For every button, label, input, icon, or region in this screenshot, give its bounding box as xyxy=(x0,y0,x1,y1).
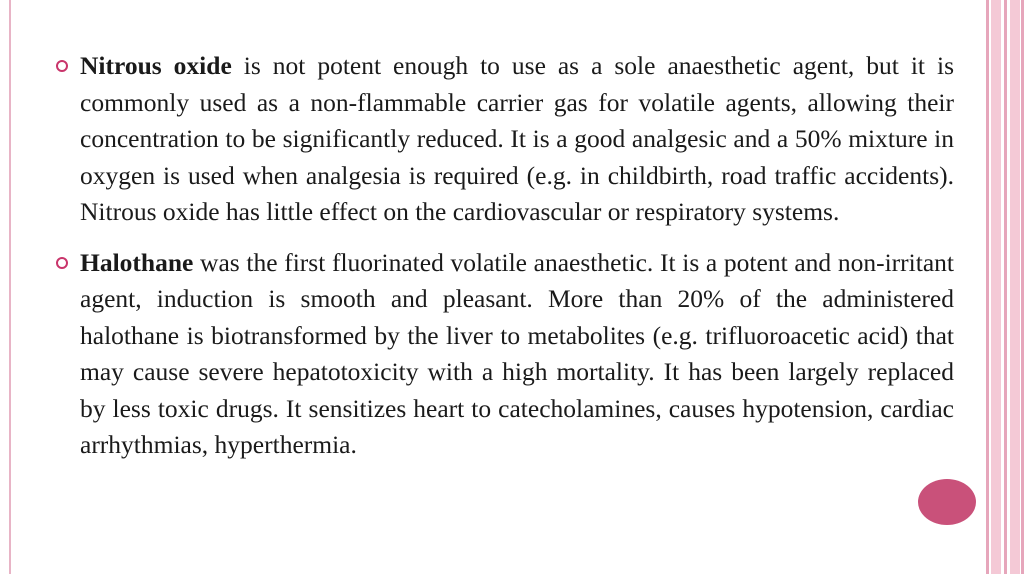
ring-bullet-icon xyxy=(56,60,68,72)
bullet-item-halothane xyxy=(56,245,954,464)
right-stripe xyxy=(1010,0,1020,574)
left-border-line xyxy=(9,0,11,574)
right-stripe xyxy=(1004,0,1007,574)
ring-bullet-icon xyxy=(56,257,68,269)
bullet-list xyxy=(56,48,954,478)
right-stripe xyxy=(991,0,1001,574)
bullet-text: is not potent enough to use as a sole anaesthetic agent, but it is commonly used as a non-flammable carrier gas for volatile agents, allowing their concentration to be significantly reduced. It is a good analgesic and a 50% mixture in oxygen is used when analgesia is required (e.g. in childbirth, road traffic accidents). Nitrous oxide has little effect on the cardiovascular or respiratory systems. xyxy=(80,51,954,226)
bullet-term: Nitrous oxide xyxy=(80,51,232,80)
decorative-circle xyxy=(918,479,976,525)
bullet-text: was the first fluorinated volatile anaesthetic. It is a potent and non-irritant agent, induction is smooth and pleasant. More than 20% of the administered halothane is biotransformed by the liver to metabolites (e.g. trifluoroacetic acid) that may cause severe hepatotoxicity with a high mortality. It has been largely replaced by less toxic drugs. It sensitizes heart to catecholamines, causes hypotension, cardiac arrhythmias, hyperthermia. xyxy=(80,247,954,459)
bullet-term: Halothane xyxy=(80,247,194,277)
right-stripe xyxy=(986,0,989,574)
bullet-item-nitrous-oxide xyxy=(56,48,954,231)
